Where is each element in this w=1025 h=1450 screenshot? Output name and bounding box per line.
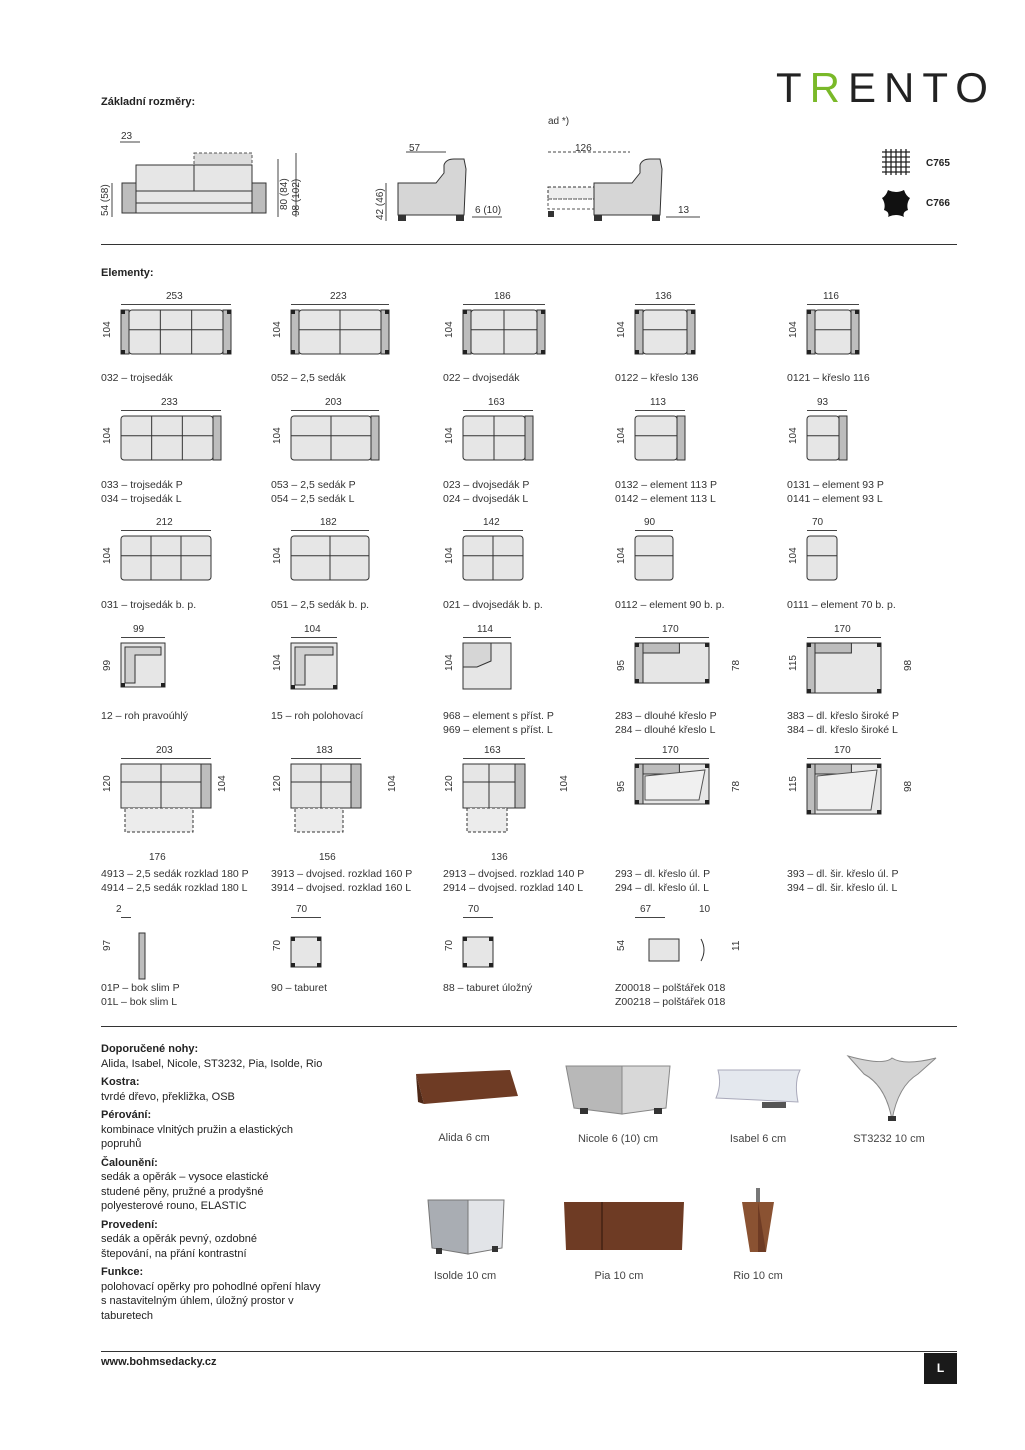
element-label: 0131 – element 93 P [787,479,884,491]
dim-depth: 104 [616,321,627,338]
info-heading: Doporučené nohy: [101,1043,199,1055]
element-label: 2913 – dvojsed. rozklad 140 P [443,868,585,880]
dim-width: 183 [316,745,333,756]
dim-depth: 120 [444,775,455,792]
dim-width: 113 [650,397,666,408]
dim-depth: 70 [272,939,283,951]
brand-t: T [776,64,810,111]
dim-line [463,304,545,305]
dim-width: 186 [494,291,511,302]
element-label: 032 – trojsedák [101,372,173,384]
spec-info [101,1042,351,1323]
dim-width: 90 [644,517,656,528]
element-label: 0112 – element 90 b. p. [615,599,725,611]
dim-depth: 97 [102,939,113,951]
dim-width: 170 [834,745,851,756]
element-label: 3913 – dvojsed. rozklad 160 P [271,868,413,880]
dim-width: 70 [468,904,480,915]
dim-width: 170 [834,624,851,635]
element-label: 293 – dl. křeslo úl. P [615,868,711,880]
dim-total-height: 98 (102) [291,178,302,216]
element-label: 023 – dvojsedák P [443,479,530,491]
dim-width: 136 [655,291,672,302]
dim-width: 114 [477,624,493,635]
dim-line [463,410,533,411]
leg-isabel-label: Isabel 6 cm [729,1133,787,1145]
info-heading: Pérování: [101,1109,152,1121]
dim-depth: 104 [272,547,283,564]
dim-line [121,530,211,531]
page-marker: L [924,1353,957,1384]
info-text: tvrdé dřevo, překližka, OSB [101,1090,235,1103]
dim-depth: 99 [102,659,113,671]
element-label: 12 – roh pravoúhlý [101,710,188,722]
element-label: 022 – dvojsedák [443,372,520,384]
info-text: kombinace vlnitých pružin a elastických popruhů [101,1123,293,1150]
element-label: 294 – dl. křeslo úl. L [615,882,709,894]
dim-depth: 95 [616,780,627,792]
element-label: 0122 – křeslo 136 [615,372,699,384]
dim-width: 70 [296,904,308,915]
dim-line [121,304,231,305]
element-label: 051 – 2,5 sedák b. p. [271,599,370,611]
dim-depth: 104 [272,654,283,671]
element-label: 0142 – element 113 L [615,493,716,505]
dim-width: 70 [812,517,824,528]
element-label: 283 – dlouhé křeslo P [615,710,717,722]
dim-line [121,758,211,759]
dim-line [121,410,221,411]
dim-line [635,917,665,918]
dim-line [807,530,837,531]
dim-line [635,410,685,411]
elements-title: Elementy: [101,267,154,279]
element-label: Z00018 – polštářek 018 [615,982,726,994]
dim-extension: 13 [678,205,690,216]
element-label: 01L – bok slim L [101,996,178,1008]
brand-logo [776,64,996,112]
element-label: 054 – 2,5 sedák L [271,493,355,505]
dim-line [463,530,523,531]
info-text: polohovací opěrky pro pohodlné opření hlavy s nastavitelným úhlem, úložný prostor v taburetech [101,1280,321,1322]
element-label: 031 – trojsedák b. p. [101,599,197,611]
info-text: Alida, Isabel, Nicole, ST3232, Pia, Isolde, Rio [101,1057,323,1070]
dim-width: 163 [488,397,505,408]
info-text: sedák a opěrák – vysoce elastické studené pěny, pružné a prodyšné polyesterové rouno, ELASTIC [101,1171,269,1212]
element-label: 968 – element s příst. P [443,710,554,722]
dim-seat-depth: 42 (46) [375,188,386,220]
element-drawing [443,746,593,866]
dim-width: 116 [823,291,839,302]
dim-depth-2: 104 [217,775,228,792]
dim-line [463,917,493,918]
element-label: 034 – trojsedák L [101,493,182,505]
dim-line [291,530,369,531]
dim-width: 170 [662,745,679,756]
dim-depth-2: 78 [731,780,742,792]
dim-depth: 57 [409,143,421,154]
dim-extended-depth: 126 [575,143,592,154]
leg-isolde-image [424,1196,508,1258]
element-label: Z00218 – polštářek 018 [615,996,726,1008]
element-label: 2914 – dvojsed. rozklad 140 L [443,882,584,894]
dim-depth: 104 [616,427,627,444]
element-label: 033 – trojsedák P [101,479,183,491]
leg-alida-image [414,1068,520,1108]
dim-depth: 120 [272,775,283,792]
sofa-front-view [100,125,320,225]
leg-st3232-image [844,1050,940,1122]
element-label: 4913 – 2,5 sedák rozklad 180 P [101,868,249,880]
dim-width: 203 [325,397,342,408]
material-code-fabric: C765 [926,158,950,169]
dim-line [463,637,511,638]
dim-width: 212 [156,517,173,528]
leg-isabel-image [712,1066,804,1112]
leg-isolde-label: Isolde 10 cm [433,1270,497,1282]
dim-depth: 104 [272,427,283,444]
dim-width: 253 [166,291,183,302]
info-heading: Čalounění: [101,1156,158,1169]
divider [101,244,957,245]
fabric-icon [880,147,912,177]
leg-pia-image [562,1198,686,1254]
dim-depth: 104 [102,427,113,444]
divider [101,1026,957,1027]
info-text: sedák a opěrák pevný, ozdobné štepování, na přání kontrastní [101,1233,257,1260]
element-label: 01P – bok slim P [101,982,180,994]
element-label: 0111 – element 70 b. p. [787,599,896,611]
dim-bed-width: 136 [491,852,508,863]
basic-dimensions-title: Základní rozměry: [101,96,196,108]
dim-depth-2: 104 [387,775,398,792]
dim-depth: 104 [788,321,799,338]
dim-line [635,304,695,305]
dim-depth-2: 104 [559,775,570,792]
leg-st3232-label: ST3232 10 cm [853,1133,925,1145]
leg-rio-label: Rio 10 cm [733,1270,783,1282]
dim-line [807,304,859,305]
element-label: 384 – dl. křeslo široké L [787,724,898,736]
dim-depth: 104 [102,321,113,338]
dim-width: 67 [640,904,652,915]
dim-width: 203 [156,745,173,756]
dim-width: 142 [483,517,500,528]
dim-footnote: ad *) [548,116,570,127]
dim-line [635,530,673,531]
element-label: 4914 – 2,5 sedák rozklad 180 L [101,882,248,894]
dim-depth: 104 [444,427,455,444]
element-label: 052 – 2,5 sedák [271,372,346,384]
dim-depth: 104 [102,547,113,564]
element-label: 0141 – element 93 L [787,493,883,505]
dim-line [635,637,709,638]
dim-depth-2: 78 [731,659,742,671]
leg-rio-image [736,1186,780,1256]
element-drawing [615,746,765,866]
element-label: 969 – element s příst. L [443,724,553,736]
dim-depth: 120 [102,775,113,792]
element-drawing [101,746,251,866]
element-label: 88 – taburet úložný [443,982,533,994]
dim-width: 2 [116,904,122,915]
leg-nicole-image [562,1062,676,1120]
material-code-leather: C766 [926,198,950,209]
dim-depth-2: 98 [903,659,914,671]
dim-depth: 115 [788,655,799,671]
dim-width: 163 [484,745,501,756]
dim-depth: 104 [788,427,799,444]
dim-depth: 54 [616,939,627,951]
dim-width: 104 [304,624,321,635]
dim-width: 99 [133,624,145,635]
dim-line [807,410,847,411]
dim-bed-width: 176 [149,852,166,863]
brand-ento: ENTO [848,64,996,111]
element-label: 3914 – dvojsed. rozklad 160 L [271,882,412,894]
dim-line [121,637,165,638]
dim-depth-2: 11 [731,940,742,951]
dim-leg-height: 6 (10) [475,205,502,216]
dim-width: 223 [330,291,347,302]
dim-depth: 104 [444,547,455,564]
element-drawing [271,746,421,866]
dim-line [807,758,881,759]
element-label: 284 – dlouhé křeslo L [615,724,716,736]
dim-depth: 115 [788,776,799,792]
dim-line [635,758,709,759]
website-link[interactable]: www.bohmsedacky.cz [101,1356,217,1368]
leg-alida-label: Alida 6 cm [438,1132,490,1144]
element-label: 0132 – element 113 P [615,479,717,491]
element-drawing [787,746,937,866]
dim-depth: 104 [616,547,627,564]
dim-seat-height: 80 (84) [279,178,290,210]
dim-line [291,758,361,759]
brand-r: R [809,64,848,111]
dim-line [463,758,525,759]
dim-width: 170 [662,624,679,635]
dim-depth: 104 [788,547,799,564]
element-label: 90 – taburet [271,982,328,994]
info-heading: Provedení: [101,1218,158,1231]
dim-width: 93 [817,397,829,408]
dim-depth: 104 [272,321,283,338]
element-label: 15 – roh polohovací [271,710,364,722]
dim-bed-width: 156 [319,852,336,863]
dim-line [291,637,337,638]
dim-line [121,917,131,918]
dim-width: 182 [320,517,337,528]
element-label: 053 – 2,5 sedák P [271,479,356,491]
info-heading: Funkce: [101,1266,144,1278]
element-label: 0121 – křeslo 116 [787,372,870,384]
dim-depth-2: 98 [903,780,914,792]
info-heading: Kostra: [101,1076,140,1088]
element-label: 383 – dl. křeslo široké P [787,710,900,722]
element-label: 021 – dvojsedák b. p. [443,599,543,611]
leather-icon [880,188,912,218]
dim-line [291,304,389,305]
divider [101,1351,957,1352]
dim-width-2: 10 [699,904,711,915]
dim-line [291,917,321,918]
element-label: 024 – dvojsedák L [443,493,529,505]
dim-line [291,410,379,411]
dim-depth: 104 [444,654,455,671]
dim-line [807,637,881,638]
dim-armrest-height: 54 (58) [100,184,111,216]
element-label: 394 – dl. šir. křeslo úl. L [787,882,898,894]
leg-pia-label: Pia 10 cm [594,1270,644,1282]
dim-width: 233 [161,397,178,408]
element-label: 393 – dl. šir. křeslo úl. P [787,868,899,880]
dim-depth: 70 [444,939,455,951]
dim-armrest-width: 23 [121,131,133,142]
dim-depth: 104 [444,321,455,338]
leg-nicole-label: Nicole 6 (10) cm [577,1133,659,1145]
dim-depth: 95 [616,659,627,671]
